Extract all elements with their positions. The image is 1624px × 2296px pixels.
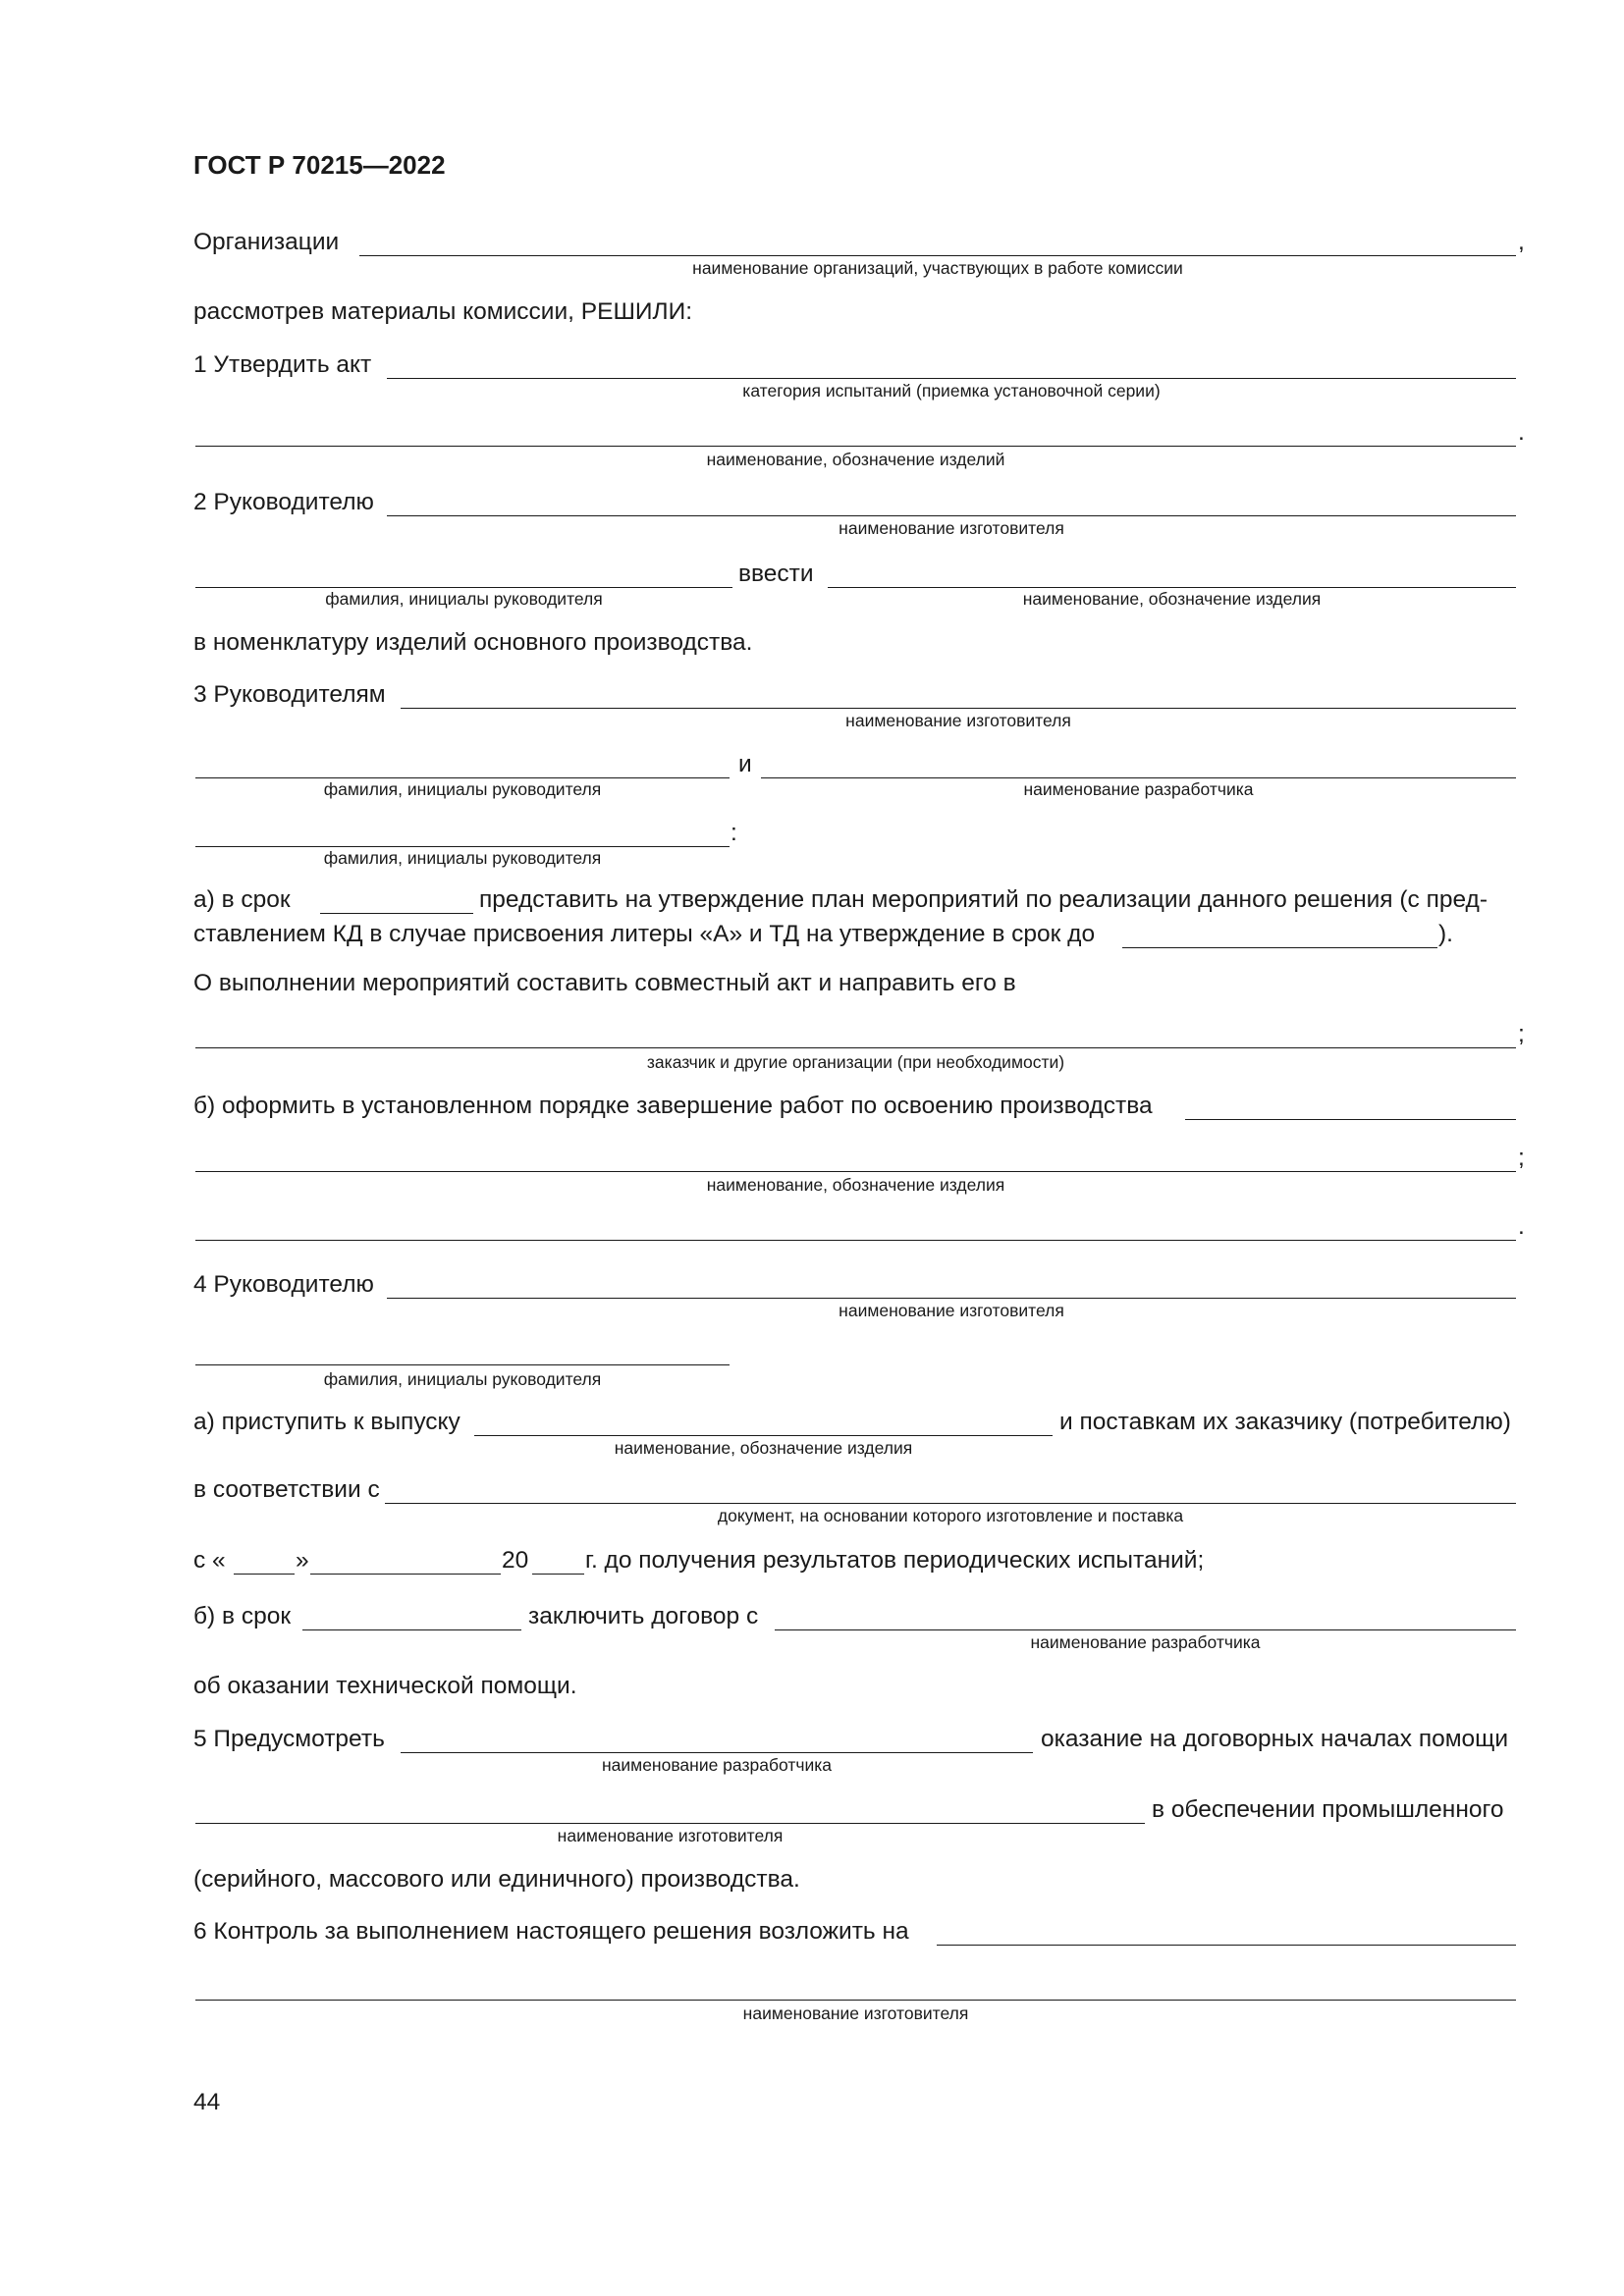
head-name-caption: фамилия, инициалы руководителя bbox=[323, 848, 602, 868]
accordance-label: в соответствии с bbox=[193, 1476, 380, 1503]
developer-blank[interactable] bbox=[761, 777, 1516, 778]
manufacturer-blank[interactable] bbox=[195, 1823, 1145, 1824]
manufacturer-caption: наименование изготовителя bbox=[557, 1826, 784, 1845]
document-blank[interactable] bbox=[385, 1503, 1516, 1504]
punct: , bbox=[1518, 229, 1525, 255]
until-text: г. до получения результатов периодических испытаний; bbox=[585, 1547, 1205, 1574]
item2-label: 2 Руководителю bbox=[193, 489, 374, 515]
item6-text: 6 Контроль за выполнением настоящего решения возложить на bbox=[193, 1918, 909, 1945]
manufacturer-blank[interactable] bbox=[195, 2000, 1516, 2001]
control-blank[interactable] bbox=[937, 1945, 1516, 1946]
head-name-blank[interactable] bbox=[195, 777, 730, 778]
item5-text-cont: в обеспечении промышленного bbox=[1152, 1796, 1504, 1823]
products-caption: наименование, обозначение изделий bbox=[706, 450, 1005, 469]
item4-caption: наименование изготовителя bbox=[839, 1301, 1064, 1320]
century: 20 bbox=[502, 1547, 529, 1574]
item4a-label: а) приступить к выпуску bbox=[193, 1409, 460, 1435]
product-caption: наименование, обозначение изделия bbox=[706, 1175, 1005, 1195]
head-name-caption: фамилия, инициалы руководителя bbox=[325, 589, 603, 609]
production-blank[interactable] bbox=[1185, 1119, 1516, 1120]
punct: ). bbox=[1438, 921, 1453, 947]
head-name-blank[interactable] bbox=[195, 1364, 730, 1365]
manufacturer-caption: наименование изготовителя bbox=[742, 2003, 969, 2023]
developer-caption: наименование разработчика bbox=[601, 1755, 832, 1775]
document-header: ГОСТ Р 70215—2022 bbox=[193, 150, 446, 180]
head-name-caption: фамилия, инициалы руководителя bbox=[323, 1369, 602, 1389]
item3a-text: представить на утверждение план мероприятий по реализации данного решения (с пред- bbox=[479, 886, 1489, 913]
item1-caption: категория испытаний (приемка установочной серии) bbox=[742, 381, 1161, 400]
document-caption: документ, на основании которого изготовление и поставка bbox=[717, 1506, 1184, 1525]
org-blank[interactable] bbox=[359, 255, 1516, 256]
item3b-text: б) оформить в установленном порядке завершение работ по освоению производства bbox=[193, 1093, 1153, 1119]
head-name-blank[interactable] bbox=[195, 846, 730, 847]
punct: . bbox=[1518, 419, 1525, 446]
item2-blank[interactable] bbox=[387, 515, 1516, 516]
product-caption: наименование, обозначение изделия bbox=[1022, 589, 1322, 609]
punct: ; bbox=[1518, 1145, 1525, 1171]
head-name-caption: фамилия, инициалы руководителя bbox=[323, 779, 602, 799]
punct: . bbox=[1518, 1213, 1525, 1240]
item5-label: 5 Предусмотреть bbox=[193, 1726, 385, 1752]
contract-text: заключить договор с bbox=[528, 1603, 759, 1629]
assistance-text: об оказании технической помощи. bbox=[193, 1673, 577, 1699]
item4-blank[interactable] bbox=[387, 1298, 1516, 1299]
product-blank[interactable] bbox=[195, 1171, 1516, 1172]
introduce-text: ввести bbox=[738, 561, 814, 587]
item1-blank[interactable] bbox=[387, 378, 1516, 379]
item4-label: 4 Руководителю bbox=[193, 1271, 374, 1298]
item3-label: 3 Руководителям bbox=[193, 681, 386, 708]
page-number: 44 bbox=[193, 2089, 221, 2115]
date-blank[interactable] bbox=[1122, 947, 1437, 948]
org-label: Организации bbox=[193, 229, 340, 255]
and-text: и bbox=[738, 751, 752, 777]
head-name-blank[interactable] bbox=[195, 587, 732, 588]
extra-blank[interactable] bbox=[195, 1240, 1516, 1241]
item3-blank[interactable] bbox=[401, 708, 1516, 709]
org-caption: наименование организаций, участвующих в работе комиссии bbox=[692, 258, 1183, 278]
item2-caption: наименование изготовителя bbox=[839, 518, 1064, 538]
item1-label: 1 Утвердить акт bbox=[193, 351, 372, 378]
deadline-blank[interactable] bbox=[302, 1629, 521, 1630]
month-blank[interactable] bbox=[310, 1574, 501, 1575]
production-type-text: (серийного, массового или единичного) производства. bbox=[193, 1866, 800, 1893]
item4a-text: и поставкам их заказчику (потребителю) bbox=[1059, 1409, 1511, 1435]
customer-blank[interactable] bbox=[195, 1047, 1516, 1048]
product-caption: наименование, обозначение изделия bbox=[614, 1438, 913, 1458]
developer-blank[interactable] bbox=[775, 1629, 1516, 1630]
item5-text: оказание на договорных началах помощи bbox=[1041, 1726, 1509, 1752]
year-blank[interactable] bbox=[532, 1574, 584, 1575]
decision-line: рассмотрев материалы комиссии, РЕШИЛИ: bbox=[193, 298, 693, 325]
item3a-label: а) в срок bbox=[193, 886, 291, 913]
day-blank[interactable] bbox=[234, 1574, 295, 1575]
date-open: с « bbox=[193, 1547, 226, 1574]
nomenclature-text: в номенклатуру изделий основного производства. bbox=[193, 629, 753, 656]
developer-caption: наименование разработчика bbox=[1030, 1632, 1261, 1652]
customer-caption: заказчик и другие организации (при необходимости) bbox=[646, 1052, 1065, 1072]
product-blank[interactable] bbox=[474, 1435, 1053, 1436]
developer-caption: наименование разработчика bbox=[1023, 779, 1254, 799]
punct: : bbox=[731, 820, 737, 846]
item3-caption: наименование изготовителя bbox=[845, 711, 1071, 730]
punct: ; bbox=[1518, 1021, 1525, 1047]
products-blank[interactable] bbox=[195, 446, 1516, 447]
item3a-text-cont: ставлением КД в случае присвоения литеры «А» и ТД на утверждение в срок до bbox=[193, 921, 1096, 947]
joint-act-text: О выполнении мероприятий составить совместный акт и направить его в bbox=[193, 970, 1016, 996]
developer-blank[interactable] bbox=[401, 1752, 1033, 1753]
item4b-label: б) в срок bbox=[193, 1603, 292, 1629]
date-close: » bbox=[296, 1547, 309, 1574]
deadline-blank[interactable] bbox=[320, 913, 473, 914]
product-blank[interactable] bbox=[828, 587, 1516, 588]
